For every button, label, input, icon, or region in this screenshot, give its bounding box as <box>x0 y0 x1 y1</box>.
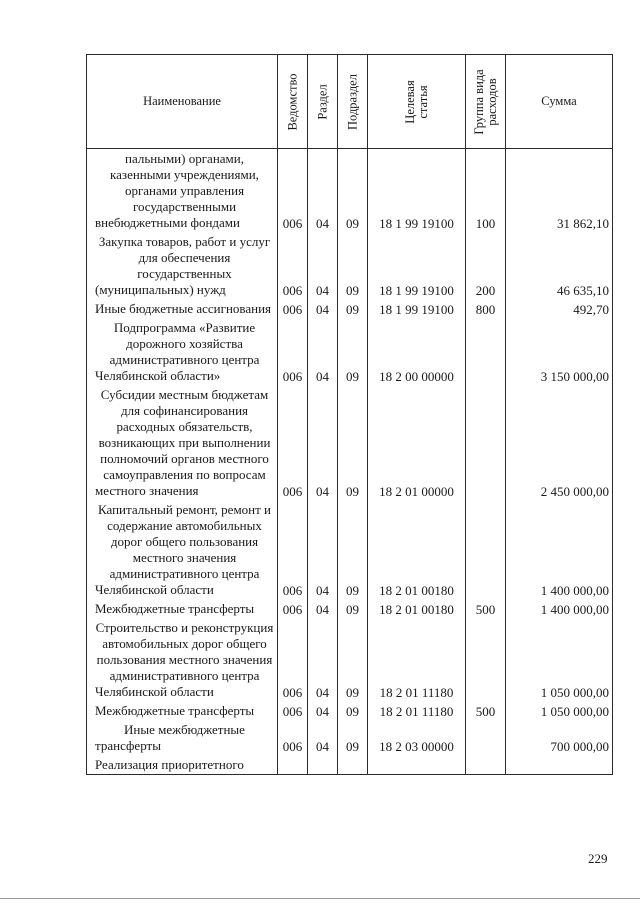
row-dept: 006 <box>278 149 308 233</box>
row-section: 04 <box>308 232 338 299</box>
row-section: 04 <box>308 720 338 755</box>
row-sum: 1 050 000,00 <box>506 618 613 701</box>
row-subsection: 09 <box>338 599 368 618</box>
row-name: Подпрограмма «Развитие дорожного хозяйства административного центра Челябинской области» <box>87 318 278 385</box>
row-target <box>368 755 466 775</box>
row-dept: 006 <box>278 701 308 720</box>
row-sum: 31 862,10 <box>506 149 613 233</box>
table-row <box>87 318 613 385</box>
row-sum: 700 000,00 <box>506 720 613 755</box>
row-subsection: 09 <box>338 299 368 318</box>
header-target: Целевая статья <box>368 55 466 149</box>
row-section <box>308 755 338 775</box>
row-section: 04 <box>308 618 338 701</box>
row-expense-type <box>466 385 506 500</box>
row-name: пальными) органами, казенными учреждениями, органами управления государственными внебюджетными фондами <box>87 149 278 233</box>
row-name: Межбюджетные трансферты <box>87 701 278 720</box>
row-expense-type: 500 <box>466 599 506 618</box>
row-section: 04 <box>308 149 338 233</box>
table-row <box>87 720 613 755</box>
row-target: 18 1 99 19100 <box>368 149 466 233</box>
table-row <box>87 149 613 233</box>
row-subsection: 09 <box>338 318 368 385</box>
budget-table <box>86 54 613 775</box>
row-subsection: 09 <box>338 385 368 500</box>
table-row <box>87 299 613 318</box>
row-target: 18 2 01 00180 <box>368 599 466 618</box>
row-section: 04 <box>308 599 338 618</box>
row-section: 04 <box>308 299 338 318</box>
row-sum: 46 635,10 <box>506 232 613 299</box>
row-expense-type <box>466 755 506 775</box>
row-name: Межбюджетные трансферты <box>87 599 278 618</box>
table-row <box>87 599 613 618</box>
row-subsection: 09 <box>338 500 368 599</box>
row-expense-type: 800 <box>466 299 506 318</box>
row-name: Капитальный ремонт, ремонт и содержание автомобильных дорог общего пользования местного значения административного центра Челябинской области <box>87 500 278 599</box>
row-dept: 006 <box>278 500 308 599</box>
row-subsection: 09 <box>338 149 368 233</box>
header-row <box>87 55 613 149</box>
row-name: Реализация приоритетного <box>87 755 278 775</box>
row-expense-type: 200 <box>466 232 506 299</box>
row-expense-type <box>466 500 506 599</box>
table-row <box>87 701 613 720</box>
row-subsection: 09 <box>338 618 368 701</box>
row-name: Строительство и реконструкция автомобильных дорог общего пользования местного значения административного центра Челябинской области <box>87 618 278 701</box>
row-sum: 1 400 000,00 <box>506 500 613 599</box>
row-expense-type: 100 <box>466 149 506 233</box>
row-dept: 006 <box>278 232 308 299</box>
header-name: Наименование <box>87 55 278 149</box>
row-section: 04 <box>308 500 338 599</box>
row-sum: 1 400 000,00 <box>506 599 613 618</box>
header-section: Раздел <box>308 55 338 149</box>
row-expense-type: 500 <box>466 701 506 720</box>
page-number: 229 <box>588 851 608 866</box>
row-expense-type <box>466 318 506 385</box>
table-row <box>87 618 613 701</box>
row-target: 18 1 99 19100 <box>368 232 466 299</box>
row-expense-type <box>466 720 506 755</box>
row-name: Иные бюджетные ассигнования <box>87 299 278 318</box>
row-target: 18 2 01 00180 <box>368 500 466 599</box>
row-name: Закупка товаров, работ и услуг для обеспечения государственных (муниципальных) нужд <box>87 232 278 299</box>
row-expense-type <box>466 618 506 701</box>
row-section: 04 <box>308 385 338 500</box>
row-subsection: 09 <box>338 720 368 755</box>
row-dept: 006 <box>278 385 308 500</box>
row-section: 04 <box>308 318 338 385</box>
row-sum: 2 450 000,00 <box>506 385 613 500</box>
table-body <box>87 149 613 775</box>
row-target: 18 2 01 11180 <box>368 618 466 701</box>
row-target: 18 2 01 11180 <box>368 701 466 720</box>
table-row <box>87 385 613 500</box>
row-subsection: 09 <box>338 232 368 299</box>
table-row <box>87 500 613 599</box>
header-subsection: Подраздел <box>338 55 368 149</box>
row-subsection <box>338 755 368 775</box>
row-name: Субсидии местным бюджетам для софинансирования расходных обязательств, возникающих при выполнении полномочий органов местного самоуправления по вопросам местного значения <box>87 385 278 500</box>
row-target: 18 2 00 00000 <box>368 318 466 385</box>
row-target: 18 2 03 00000 <box>368 720 466 755</box>
footer-divider <box>0 898 640 899</box>
row-sum <box>506 755 613 775</box>
row-section: 04 <box>308 701 338 720</box>
row-target: 18 1 99 19100 <box>368 299 466 318</box>
row-dept: 006 <box>278 618 308 701</box>
row-dept <box>278 755 308 775</box>
row-dept: 006 <box>278 599 308 618</box>
row-sum: 492,70 <box>506 299 613 318</box>
row-sum: 1 050 000,00 <box>506 701 613 720</box>
row-subsection: 09 <box>338 701 368 720</box>
row-name: Иные межбюджетные трансферты <box>87 720 278 755</box>
row-target: 18 2 01 00000 <box>368 385 466 500</box>
table-row <box>87 232 613 299</box>
header-dept: Ведомство <box>278 55 308 149</box>
row-dept: 006 <box>278 299 308 318</box>
header-expense-type: Группа вида расходов <box>466 55 506 149</box>
row-dept: 006 <box>278 318 308 385</box>
header-sum: Сумма <box>506 55 613 149</box>
table-row <box>87 755 613 775</box>
row-sum: 3 150 000,00 <box>506 318 613 385</box>
row-dept: 006 <box>278 720 308 755</box>
